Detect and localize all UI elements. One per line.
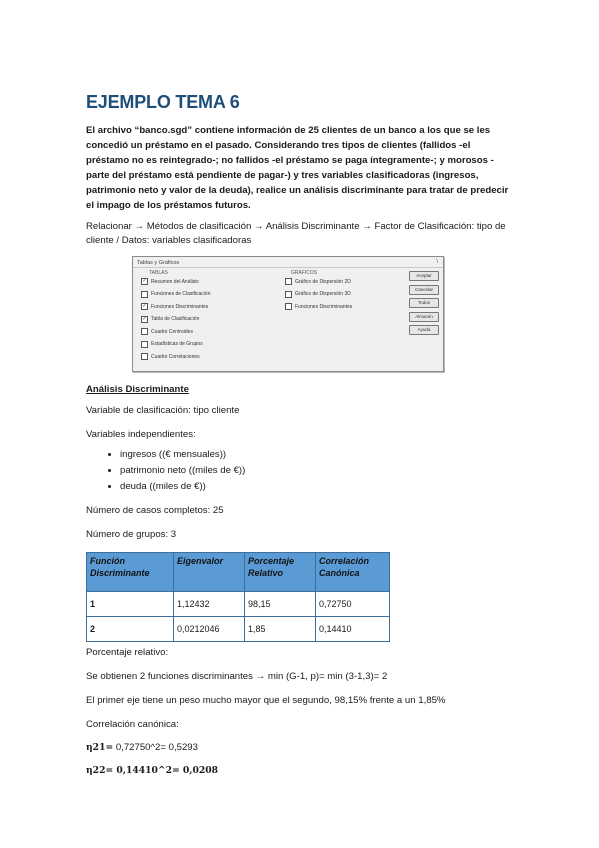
checkbox-checked-icon[interactable]: ✓	[142, 278, 147, 284]
table-row	[87, 617, 390, 642]
header-relative-pct: Porcentaje Relativo	[245, 553, 316, 592]
section-title: Análisis Discriminante	[86, 384, 189, 395]
header-eigenvalue: Eigenvalor	[174, 553, 245, 592]
graphs-group-label: GRÁFICOS	[291, 270, 318, 276]
close-icon: \	[436, 259, 438, 265]
graph-checkbox-1[interactable]	[285, 291, 351, 298]
table-row	[87, 592, 390, 617]
groups-count: Número de grupos: 3	[86, 529, 177, 540]
relative-pct-text-1: Se obtienen 2 funciones discriminantes → min (G-1, p)= min (3-1,3)= 2	[86, 671, 388, 682]
cell-function: 1	[87, 592, 174, 617]
cell-eigenvalue: 1,12432	[174, 592, 245, 617]
checkbox-label: Estadísticas de Grupos	[151, 341, 203, 347]
header-function: Función Discriminante	[87, 553, 174, 592]
checkbox-label: Cuadro Centroides	[151, 328, 193, 335]
graph-checkbox-0[interactable]	[285, 278, 351, 285]
eta-1-line	[86, 742, 516, 753]
checkbox-label: Funciones de Clasificación	[151, 291, 211, 297]
table-checkbox-1[interactable]	[141, 291, 210, 298]
checkbox-unchecked-icon[interactable]	[285, 278, 292, 285]
checkbox-label: Gráfico de Dispersión 3D	[295, 291, 351, 297]
checkbox-label: Resumen del Análisis	[151, 278, 199, 285]
dialog-button-4[interactable]: Ayuda	[409, 325, 439, 335]
table-header-row	[87, 553, 390, 592]
checkbox-label: Cuadro Correlaciones	[151, 353, 200, 360]
independent-vars-label: Variables independientes:	[86, 429, 196, 440]
checkbox-unchecked-icon[interactable]	[285, 291, 292, 298]
canonical-corr-label: Correlación canónica:	[86, 719, 179, 730]
checkbox-unchecked-icon[interactable]	[141, 291, 148, 298]
discriminant-results-table	[86, 552, 390, 642]
eta-1-label: η21=	[86, 742, 114, 753]
checkbox-label: Funciones Discriminantes	[151, 303, 209, 310]
cell-canonical-corr: 0,14410	[316, 617, 390, 642]
cell-function: 2	[87, 617, 174, 642]
eta-2-line	[86, 765, 516, 776]
page-title: EJEMPLO TEMA 6	[86, 92, 240, 112]
checkbox-label: Funciones Discriminantes	[295, 303, 353, 310]
dialog-button-1[interactable]: Cancelar	[409, 285, 439, 295]
cell-relative-pct: 98,15	[245, 592, 316, 617]
dialog-button-3[interactable]: Almacén	[409, 312, 439, 322]
table-checkbox-5[interactable]	[141, 341, 203, 348]
checkbox-unchecked-icon[interactable]	[141, 341, 148, 348]
table-checkbox-4[interactable]	[141, 328, 193, 335]
graph-checkbox-2[interactable]	[285, 303, 352, 310]
list-item: • patrimonio neto ((miles de €))	[120, 464, 516, 478]
table-checkbox-3[interactable]	[141, 316, 199, 323]
document-page	[86, 92, 516, 788]
checkbox-checked-icon[interactable]: ✓	[142, 315, 147, 322]
table-checkbox-0[interactable]	[141, 278, 199, 285]
eta-2-label: η22=	[86, 765, 114, 776]
cell-relative-pct: 1,85	[245, 617, 316, 642]
eta-2-value: 0,14410^2= 0,0208	[113, 765, 219, 776]
classification-variable: Variable de clasificación: tipo cliente	[86, 405, 240, 416]
dialog-title: Tablas y Gráficos	[137, 260, 180, 266]
cell-eigenvalue: 0,0212046	[174, 617, 245, 642]
tables-group-label: TABLAS	[149, 270, 168, 276]
table-checkbox-2[interactable]	[141, 303, 208, 310]
checkbox-checked-icon[interactable]: ✓	[142, 303, 147, 309]
menu-route-text: Relacionar → Métodos de clasificación → Análisis Discriminante → Factor de Clasificación: tipo de cliente / Datos: variables clasificadoras	[86, 221, 506, 246]
checkbox-unchecked-icon[interactable]	[141, 328, 148, 335]
tables-graphs-dialog-screenshot	[132, 256, 444, 372]
eta-1-value: 0,72750^2= 0,5293	[113, 742, 198, 753]
checkbox-label: Tabla de Clasificación	[151, 316, 200, 322]
cell-canonical-corr: 0,72750	[316, 592, 390, 617]
list-item: • ingresos ((€ mensuales))	[120, 448, 516, 462]
independent-vars-list	[86, 448, 516, 494]
checkbox-unchecked-icon[interactable]	[141, 353, 148, 360]
dialog-button-2[interactable]: Todos	[409, 298, 439, 308]
list-item: • deuda ((miles de €))	[120, 480, 516, 494]
dialog-divider	[133, 267, 443, 268]
complete-cases: Número de casos completos: 25	[86, 505, 224, 516]
checkbox-label: Gráfico de Dispersión 2D	[295, 278, 351, 285]
relative-pct-label: Porcentaje relativo:	[86, 647, 169, 658]
dialog-button-0[interactable]: Aceptar	[409, 271, 439, 281]
checkbox-unchecked-icon[interactable]	[285, 303, 292, 310]
table-checkbox-6[interactable]	[141, 353, 200, 360]
header-canonical-corr: Correlación Canónica	[316, 553, 390, 592]
relative-pct-text-2: El primer eje tiene un peso mucho mayor que el segundo, 98,15% frente a un 1,85%	[86, 695, 446, 706]
intro-paragraph: El archivo “banco.sgd” contiene información de 25 clientes de un banco a los que se les concedió un préstamo en el pasado. Considerando tres tipos de clientes (fallidos -el préstamo no es reintegrado-; no fallidos -el préstamo se paga íntegramente-; y morosos -parte del préstamo está pendiente de pagar-) y tres variables clasificadoras (ingresos, patrimonio neto y valor de la deuda), realice un análisis discriminante para tratar de predecir el impago de los préstamos futuros.	[86, 125, 509, 211]
